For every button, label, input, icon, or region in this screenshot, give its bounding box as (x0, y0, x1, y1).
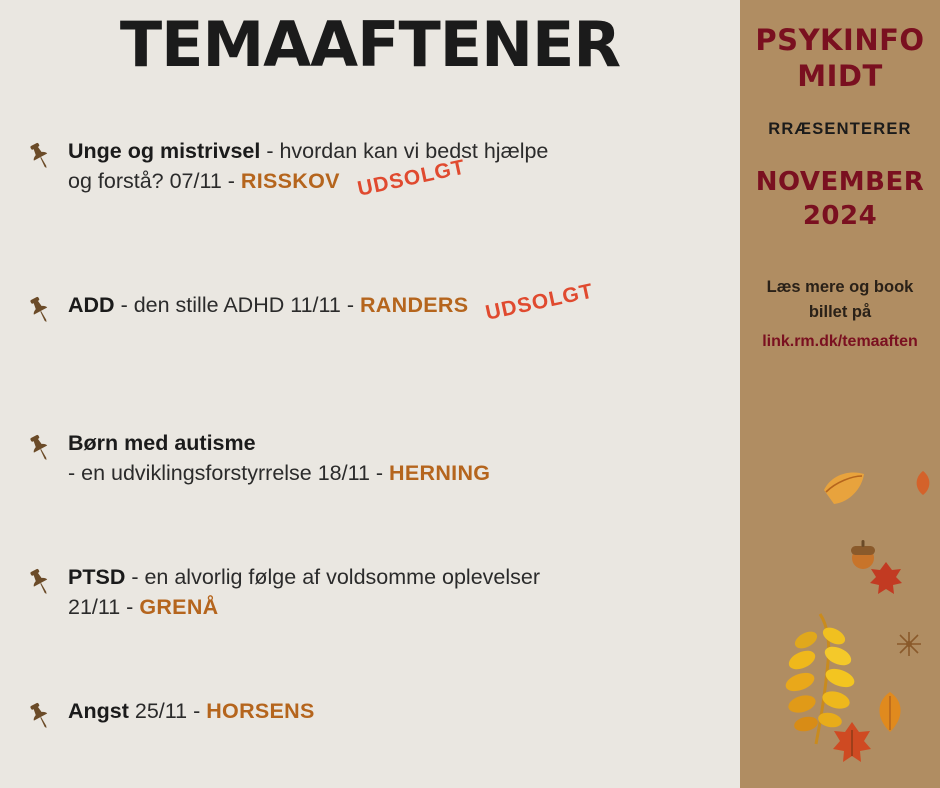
event-list (0, 136, 740, 768)
event-title: ADD (68, 293, 115, 317)
month-name: NOVEMBER (755, 167, 925, 197)
event-description (68, 279, 730, 325)
brand-line1: PSYKINFO (755, 23, 925, 57)
booking-line2: billet på (808, 303, 872, 321)
list-item (0, 279, 740, 362)
brand-line2: MIDT (797, 59, 883, 93)
month-heading (740, 165, 940, 233)
seed-pod-icon (895, 630, 923, 663)
event-city: GRENÅ (139, 595, 219, 619)
event-line2: og forstå? 07/11 - (68, 169, 241, 193)
event-desc: - en alvorlig følge af voldsomme oplevelser (125, 565, 540, 589)
pushpin-icon (24, 700, 56, 732)
pushpin-icon (24, 140, 56, 172)
brand-name (740, 22, 940, 94)
event-title: PTSD (68, 565, 126, 589)
event-city: HERNING (389, 461, 491, 485)
leaf-icon (830, 720, 874, 771)
list-item (0, 696, 740, 768)
event-desc: 25/11 - (128, 699, 207, 723)
booking-info (740, 275, 940, 354)
status-badge: UDSOLGT (483, 279, 596, 325)
event-line2: 21/11 - (68, 595, 140, 619)
leaf-icon (820, 468, 868, 513)
event-description (68, 562, 730, 622)
event-title: Unge og mistrivsel (68, 139, 261, 163)
event-title: Børn med autisme (68, 431, 256, 455)
event-line2-wrap (68, 592, 730, 622)
presenter-label: RRÆSENTERER (768, 120, 912, 138)
event-city: RISSKOV (240, 169, 340, 193)
booking-link[interactable]: link.rm.dk/temaaften (762, 333, 918, 350)
page-title: TEMAAFTENER (119, 8, 621, 81)
poster-sidebar (740, 0, 940, 788)
event-line2-wrap (68, 458, 730, 488)
year: 2024 (802, 201, 878, 231)
booking-line1: Læs mere og book (766, 278, 914, 296)
event-line2: - en udviklingsforstyrrelse 18/11 - (68, 461, 390, 485)
event-title: Angst (68, 699, 129, 723)
pushpin-icon (24, 566, 56, 598)
event-description (68, 428, 730, 488)
event-city: HORSENS (206, 699, 315, 723)
event-description (68, 696, 730, 726)
event-desc: - den stille ADHD 11/11 - (114, 293, 360, 317)
event-line2-wrap (68, 155, 730, 201)
leaf-icon (912, 470, 934, 501)
event-city: RANDERS (359, 293, 469, 317)
event-desc: - hvordan kan vi bedst hjælpe (260, 139, 549, 163)
list-item (0, 428, 740, 500)
leaf-icon (868, 560, 904, 603)
status-badge: UDSOLGT (355, 155, 468, 201)
list-item (0, 562, 740, 634)
list-item (0, 136, 740, 208)
leaf-icon (870, 690, 910, 739)
pushpin-icon (24, 432, 56, 464)
pushpin-icon (24, 294, 56, 326)
event-description (68, 136, 730, 201)
